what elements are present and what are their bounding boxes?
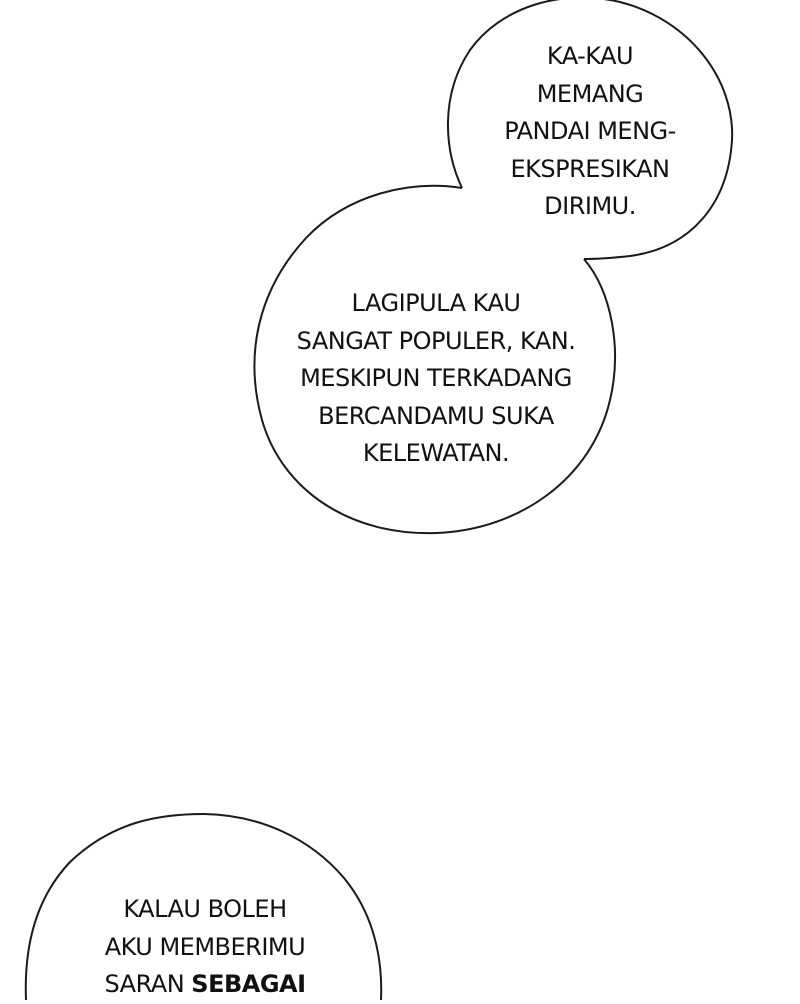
bubble-2-line-2: SANGAT POPULER, KAN.	[296, 326, 576, 355]
bubble-2-line-5: KELEWATAN.	[362, 439, 510, 467]
speech-bubble-1-text	[470, 38, 710, 226]
bubble-3-line-3-bold: SEBAGAI	[191, 970, 306, 998]
bubble-2-line-4: BERCANDAMU SUKA	[318, 401, 554, 430]
bubble-1-line-5: DIRIMU.	[544, 192, 636, 220]
bubble-3-line-3	[55, 966, 355, 1004]
bubble-1-line-3: PANDAI MENG-	[504, 117, 676, 145]
bubble-3-line-3-regular: SARAN	[104, 970, 192, 998]
bubble-2-line-3: MESKIPUN TERKADANG	[300, 364, 572, 392]
bubble-3-line-2: AKU MEMBERIMU	[104, 932, 306, 961]
speech-bubble-3-text	[55, 891, 355, 1004]
bubble-1-line-1: KA-KAU	[546, 42, 634, 70]
bubble-1-line-4: EKSPRESIKAN	[510, 154, 670, 183]
bubble-3-line-1: KALAU BOLEH	[123, 895, 287, 923]
speech-bubble-2-text	[266, 285, 606, 473]
bubble-2-line-1: LAGIPULA KAU	[351, 289, 521, 317]
bubble-1-line-2: MEMANG	[536, 79, 644, 108]
